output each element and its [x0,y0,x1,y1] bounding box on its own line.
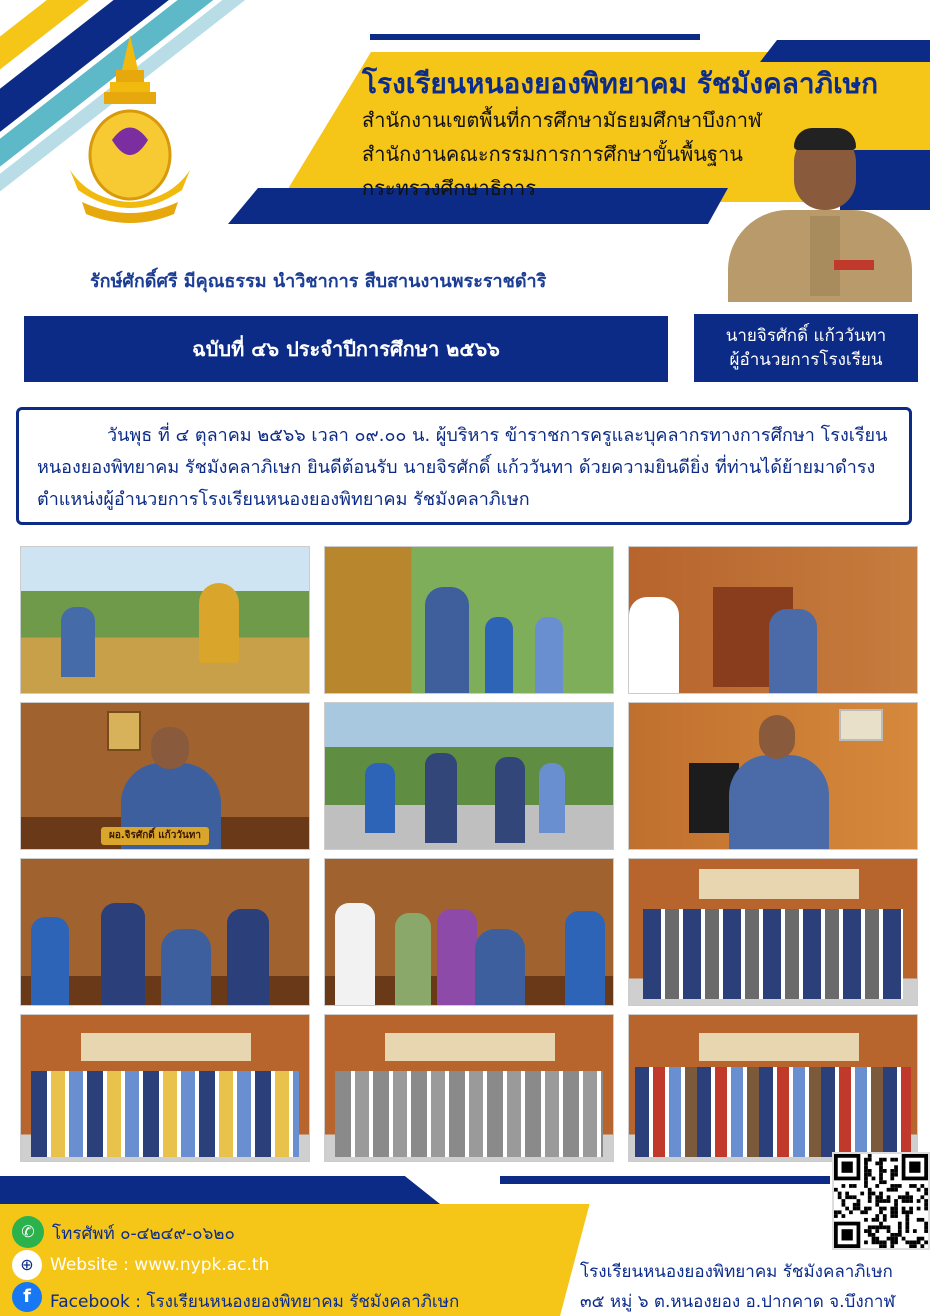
footer-address-line-2: ๓๕ หมู่ ๖ ต.หนองยอง อ.ปากคาด จ.บึงกาฬ [580,1292,896,1312]
photo-hall-group-3 [324,1014,614,1162]
director-name: นายจิรศักดิ์ แก้ววันทา [725,326,887,346]
photo-hall-group-1 [628,858,918,1006]
globe-icon: ⊕ [12,1250,42,1280]
news-text-box [16,407,912,525]
issue-banner: ฉบับที่ ๔๖ ประจำปีการศึกษา ๒๕๖๖ [24,316,668,382]
office-line-1: สำนักงานเขตพื้นที่การศึกษามัธยมศึกษาบึงกาฬ [362,108,762,132]
facebook-icon: f [12,1282,42,1312]
school-emblem-icon [60,30,200,225]
director-portrait [728,120,912,302]
photo-office-group-2 [324,858,614,1006]
photo-offering-ceremony [324,546,614,694]
photo-hall-group-4 [628,1014,918,1162]
photo-office-group-1 [20,858,310,1006]
office-line-2: สำนักงานคณะกรรมการการศึกษาขั้นพื้นฐาน [362,142,743,166]
office-line-3: กระทรวงศึกษาธิการ [362,176,537,200]
photo-indoor-altar [628,546,918,694]
footer-phone: โทรศัพท์ ๐-๔๒๔๙-๐๖๒๐ [52,1224,235,1244]
qr-code-icon[interactable] [832,1152,930,1250]
director-nameplate [694,314,918,382]
footer-address-line-1: โรงเรียนหนองยองพิทยาคม รัชมังคลาภิเษก [580,1262,893,1282]
school-name: โรงเรียนหนองยองพิทยาคม รัชมังคลาภิเษก [362,67,879,100]
photo-director-desk [20,702,310,850]
photo-walking-group [324,702,614,850]
news-paragraph: วันพุธ ที่ ๔ ตุลาคม ๒๕๖๖ เวลา ๐๙.๐๐ น. ผู้บริหาร ข้าราชการครูและบุคลากรทางการศึกษา โรงเรียนหนองยองพิทยาคม รัชมังคลาภิเษก ยินดีต้อนรับ นายจิรศักดิ์ แก้ววันทา ด้วยความยินดียิ่ง ที่ท่านได้ย้ายมาดำรงตำแหน่งผู้อำนวยการโรงเรียนหนองยองพิทยาคม รัชมังคลาภิเษก [37,425,888,510]
desk-name-sign: ผอ.จิรศักดิ์ แก้ววันทา [101,827,209,845]
phone-icon: ✆ [12,1216,44,1248]
photo-hall-group-2 [20,1014,310,1162]
photo-worship-shrine [20,546,310,694]
photo-director-speech [628,702,918,850]
director-title: ผู้อำนวยการโรงเรียน [729,350,883,370]
footer-facebook[interactable]: Facebook : โรงเรียนหนองยองพิทยาคม รัชมังคลาภิเษก [50,1292,460,1312]
school-motto: รักษ์ศักดิ์ศรี มีคุณธรรม นำวิชาการ สืบสานงานพระราชดำริ [90,271,547,292]
footer-website[interactable]: Website : www.nypk.ac.th [50,1255,270,1275]
